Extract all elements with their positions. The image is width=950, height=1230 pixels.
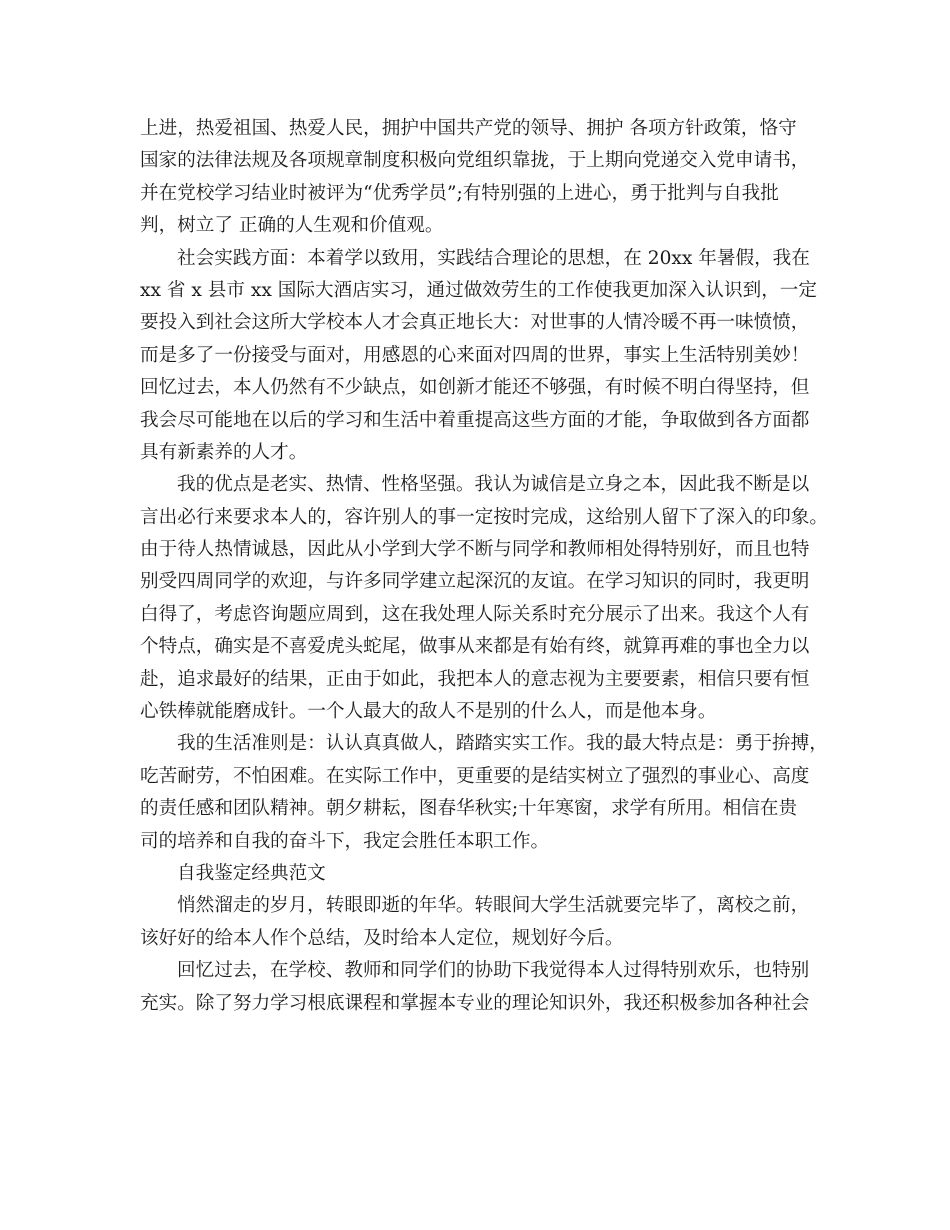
document-body [140,113,830,1020]
paragraph-line: 要投入到社会这所大学校本人才会真正地长大：对世事的人情冷暖不再一味愤愤， [140,312,810,334]
paragraph-line: 该好好的给本人作个总结，及时给本人定位，规划好今后。 [140,927,624,949]
paragraph-line: 心铁棒就能磨成针。一个人最大的敌人不是别的什么人，而是他本身。 [140,701,717,723]
paragraph-first-line: 自我鉴定经典范文 [177,862,326,884]
paragraph-first-line: 我的优点是老实、热情、性格坚强。我认为诚信是立身之本，因此我不断是以 [177,474,810,496]
paragraph-line: 的责任感和团队精神。朝夕耕耘，图春华秋实;十年寒窗，求学有所用。相信在贵 [140,798,798,820]
paragraph-first-line: 我的生活准则是：认认真真做人，踏踏实实工作。我的最大特点是：勇于拚搏， [177,733,828,755]
paragraph-first-line: 回忆过去，在学校、教师和同学们的协助下我觉得本人过得特别欢乐，也特别 [177,960,810,982]
paragraph-line: 司的培养和自我的奋斗下，我定会胜任本职工作。 [140,830,550,852]
paragraph-line: 个特点，确实是不喜爱虎头蛇尾，做事从来都是有始有终，就算再难的事也全力以 [140,636,810,658]
paragraph-first-line: 悄然溜走的岁月，转眼即逝的年华。转眼间大学生活就要完毕了，离校之前， [177,895,810,917]
paragraph-line: 国家的法律法规及各项规章制度积极向党组织靠拢，于上期向党递交入党申请书， [140,150,810,172]
paragraph-line: 而是多了一份接受与面对，用感恩的心来面对四周的世界，事实上生活特别美妙！ [140,344,810,366]
paragraph-line: 吃苦耐劳，不怕困难。在实际工作中，更重要的是结实树立了强烈的事业心、高度 [140,765,810,787]
paragraph-line: 回忆过去，本人仍然有不少缺点，如创新才能还不够强，有时候不明白得坚持，但 [140,377,810,399]
paragraph-line: 白得了，考虑咨询题应周到，这在我处理人际关系时充分展示了出来。我这个人有 [140,603,810,625]
paragraph-first-line: 社会实践方面：本着学以致用，实践结合理论的思想，在 20xx 年暑假，我在 [177,247,810,269]
paragraph-line: 充实。除了努力学习根底课程和掌握本专业的理论知识外，我还积极参加各种社会 [140,992,810,1014]
paragraph-line: 我会尽可能地在以后的学习和生活中着重提高这些方面的才能，争取做到各方面都 [140,409,810,431]
paragraph-line: 判，树立了 正确的人生观和价值观。 [140,215,444,237]
paragraph-line: 上进，热爱祖国、热爱人民，拥护中国共产党的领导、拥护 各项方针政策，恪守 [140,118,797,139]
paragraph-line: 别受四周同学的欢迎，与许多同学建立起深沉的友谊。在学习知识的同时，我更明 [140,571,810,593]
paragraph-line: 并在党校学习结业时被评为“优秀学员”;有特别强的上进心，勇于批判与自我批 [140,182,779,204]
paragraph-line: 具有新素养的人才。 [140,441,308,463]
paragraph-line: 赴，追求最好的结果，正由于如此，我把本人的意志视为主要要素，相信只要有恒 [140,668,810,690]
paragraph-line: xx 省 x 县市 xx 国际大酒店实习，通过做效劳生的工作使我更加深入认识到，一定 [140,279,817,301]
paragraph-line: 由于待人热情诚恳，因此从小学到大学不断与同学和教师相处得特别好，而且也特 [140,539,810,561]
paragraph-line: 言出必行来要求本人的，容许别人的事一定按时完成，这给别人留下了深入的印象。 [140,506,828,528]
